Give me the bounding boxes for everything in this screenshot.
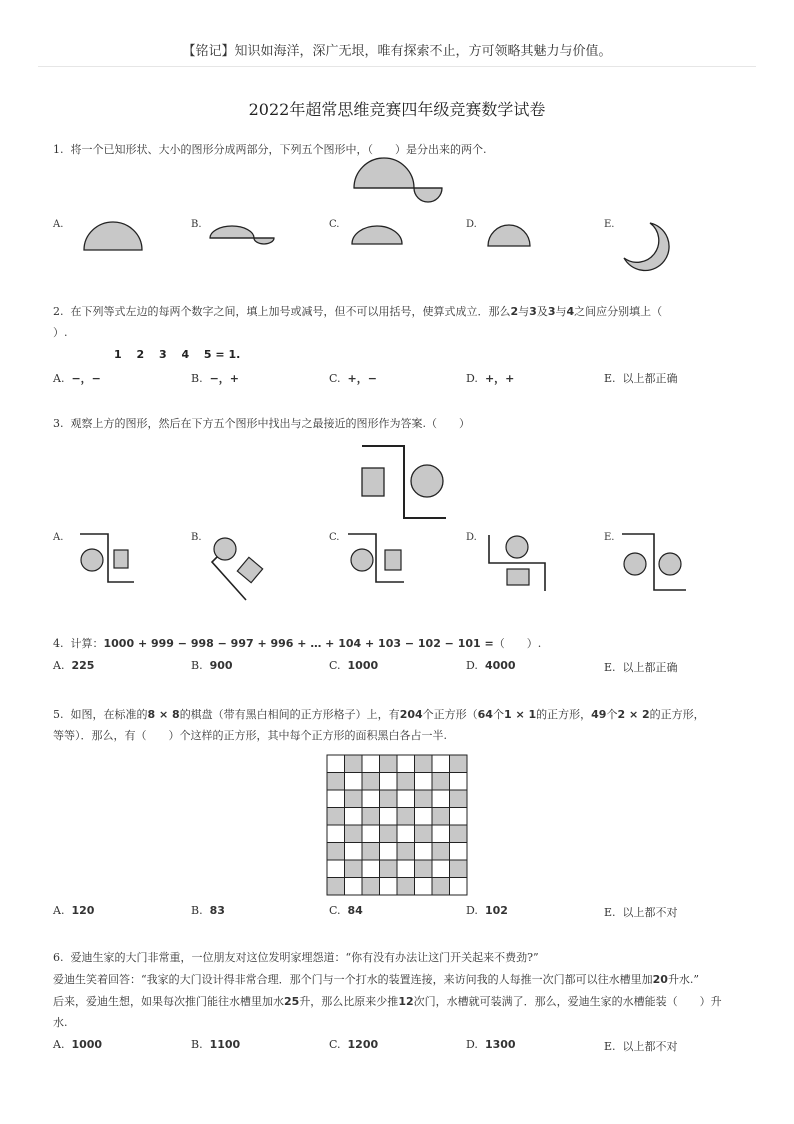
chessboard-cell	[432, 860, 450, 878]
q3-option-a-letter: A.	[53, 532, 64, 543]
q2-option-c[interactable]: C. +，−	[329, 372, 377, 385]
chessboard-cell	[450, 843, 468, 861]
q2-text-c: 及	[536, 305, 548, 318]
q3-option-d-letter: D.	[466, 532, 477, 543]
q1-option-c-figure[interactable]	[350, 224, 404, 246]
q4-option-b[interactable]: B. 900	[191, 659, 233, 672]
chessboard-cell	[362, 843, 380, 861]
chessboard-cell	[327, 790, 345, 808]
chessboard-cell	[327, 825, 345, 843]
q5-number: 5.	[53, 708, 64, 721]
q6-stem-line2: 爱迪生笑着回答：“我家的大门设计得非常合理．那个门与一个打水的装置连接，来访问我的人每推一次门都可以往水槽里加20升水.”	[53, 973, 700, 986]
header-divider	[38, 66, 756, 67]
chessboard-cell	[415, 843, 433, 861]
chessboard-cell	[450, 825, 468, 843]
chessboard-cell	[380, 755, 398, 773]
q3-stem	[53, 413, 470, 435]
q3-option-a-figure[interactable]	[78, 532, 138, 586]
q3-option-e-letter: E.	[604, 532, 615, 543]
q6-number: 6.	[53, 951, 64, 964]
chessboard-cell	[450, 878, 468, 896]
chessboard-cell	[397, 755, 415, 773]
chessboard-cell	[362, 808, 380, 826]
q2-text-e: 之间应分别填上（	[574, 305, 663, 318]
chessboard-cell	[380, 825, 398, 843]
q6-option-b[interactable]: B. 1100	[191, 1038, 241, 1051]
q6-option-a[interactable]: A. 1000	[53, 1038, 103, 1051]
chessboard-cell	[432, 843, 450, 861]
chessboard-cell	[415, 860, 433, 878]
q3-option-c-letter: C.	[329, 532, 340, 543]
chessboard-cell	[415, 773, 433, 791]
chessboard-cell	[362, 755, 380, 773]
q3-text: 观察上方的图形，然后在下方五个图形中找出与之最接近的图形作为答案.（ ）	[70, 417, 470, 430]
q1-option-a-letter: A.	[53, 219, 64, 230]
q5-option-a[interactable]: A. 120	[53, 904, 95, 917]
chessboard-cell	[380, 790, 398, 808]
q6-stem-line3: 后来，爱迪生想，如果每次推门能往水槽里加水25升，那么比原来少推12次门，水槽就可装满了．那么，爱迪生家的水槽能装（ ）升	[53, 995, 722, 1008]
q5-option-e[interactable]: E. 以上都不对	[604, 906, 678, 919]
chessboard-cell	[345, 755, 363, 773]
q3-option-e-figure[interactable]	[618, 532, 688, 594]
chessboard-cell	[432, 808, 450, 826]
q1-option-b-letter: B.	[191, 219, 202, 230]
q5-chessboard	[327, 755, 467, 895]
chessboard-cell	[432, 773, 450, 791]
q1-option-d-figure[interactable]	[486, 222, 532, 248]
q2-text-a: 在下列等式左边的每两个数字之间，填上加号或减号，但不可以用括号，使算式成立．那么	[70, 305, 511, 318]
q2-number: 2.	[53, 305, 64, 318]
chessboard-cell	[415, 790, 433, 808]
chessboard-cell	[345, 860, 363, 878]
chessboard-cell	[397, 773, 415, 791]
q4-option-a[interactable]: A. 225	[53, 659, 95, 672]
chessboard-cell	[327, 755, 345, 773]
q1-option-b-figure[interactable]	[208, 222, 278, 246]
q2-stem-line2: ）.	[53, 326, 68, 339]
q2-option-d[interactable]: D. +，+	[466, 372, 515, 385]
chessboard-cell	[327, 878, 345, 896]
q5-option-c[interactable]: C. 84	[329, 904, 363, 917]
chessboard-cell	[450, 790, 468, 808]
chessboard-cell	[362, 825, 380, 843]
chessboard-cell	[345, 790, 363, 808]
chessboard-cell	[415, 808, 433, 826]
q3-reference-figure	[358, 444, 448, 522]
chessboard-cell	[397, 808, 415, 826]
q6-option-d[interactable]: D. 1300	[466, 1038, 516, 1051]
q2-num-2: 2	[510, 305, 519, 318]
q5-option-b[interactable]: B. 83	[191, 904, 225, 917]
q6-stem-line4: 水.	[53, 1016, 68, 1029]
q1-number: 1.	[53, 143, 64, 156]
q4-prefix: 计算：	[70, 637, 104, 650]
chessboard-cell	[327, 773, 345, 791]
chessboard-cell	[450, 860, 468, 878]
q2-num-3b: 3	[547, 305, 556, 318]
q2-option-a[interactable]: A. −，−	[53, 372, 101, 385]
chessboard-cell	[380, 860, 398, 878]
chessboard-cell	[380, 808, 398, 826]
chessboard-cell	[415, 825, 433, 843]
q6-option-e[interactable]: E. 以上都不对	[604, 1040, 678, 1053]
q4-option-d[interactable]: D. 4000	[466, 659, 516, 672]
chessboard-cell	[327, 808, 345, 826]
q3-number: 3.	[53, 417, 64, 430]
q2-equation: 1 2 3 4 5 = 1.	[114, 348, 241, 361]
chessboard-cell	[397, 825, 415, 843]
chessboard-cell	[432, 755, 450, 773]
q2-stem	[53, 301, 743, 323]
chessboard-cell	[450, 755, 468, 773]
chessboard-cell	[397, 790, 415, 808]
chessboard-cell	[432, 878, 450, 896]
q1-option-d-letter: D.	[466, 219, 477, 230]
chessboard-cell	[415, 755, 433, 773]
q1-option-e-crescent[interactable]	[620, 220, 666, 272]
chessboard-cell	[327, 860, 345, 878]
q1-option-e-letter: E.	[604, 219, 615, 230]
q2-text-d: 与	[555, 305, 567, 318]
q4-option-e[interactable]: E. 以上都正确	[604, 661, 678, 674]
q6-stem-line1: 6. 爱迪生家的大门非常重，一位朋友对这位发明家埋怨道：“你有没有办法让这门开关起来不费劲?”	[53, 951, 539, 964]
q4-suffix: （ ）.	[493, 637, 542, 650]
chessboard-cell	[397, 878, 415, 896]
chessboard-cell	[327, 843, 345, 861]
q2-option-b[interactable]: B. −，+	[191, 372, 240, 385]
q2-text-b: 与	[518, 305, 530, 318]
chessboard-cell	[345, 825, 363, 843]
chessboard-cell	[362, 773, 380, 791]
chessboard-cell	[345, 773, 363, 791]
q1-option-a-figure[interactable]	[82, 220, 144, 252]
q6-option-c[interactable]: C. 1200	[329, 1038, 379, 1051]
chessboard-cell	[345, 808, 363, 826]
q2-num-3a: 3	[529, 305, 537, 318]
chessboard-cell	[397, 843, 415, 861]
chessboard-cell	[362, 878, 380, 896]
q5-stem: 5. 如图，在标准的8 × 8的棋盘（带有黑白相间的正方形格子）上，有204个正方形（64个1 × 1的正方形，49个2 × 2的正方形，	[53, 708, 705, 721]
q5-stem-line2: 等等）．那么，有（ ）个这样的正方形，其中每个正方形的面积黑白各占一半.	[53, 729, 447, 742]
chessboard-cell	[345, 843, 363, 861]
chessboard-cell	[362, 790, 380, 808]
q2-option-e[interactable]: E. 以上都正确	[604, 372, 678, 385]
q4-option-c[interactable]: C. 1000	[329, 659, 379, 672]
q1-option-c-letter: C.	[329, 219, 340, 230]
q1-stem	[53, 139, 487, 161]
q3-option-d-figure[interactable]	[487, 533, 551, 593]
chessboard-cell	[380, 878, 398, 896]
q4-stem	[53, 633, 541, 655]
q3-option-b-figure[interactable]	[204, 532, 278, 604]
q1-ref-lower-semicircle	[414, 188, 442, 202]
chessboard-cell	[362, 860, 380, 878]
chessboard-cell	[432, 790, 450, 808]
chessboard-cell	[450, 808, 468, 826]
chessboard-cell	[432, 825, 450, 843]
chessboard-cell	[380, 773, 398, 791]
q1-ref-upper-semicircle	[354, 158, 414, 188]
chessboard-cell	[415, 878, 433, 896]
q1-text: 将一个已知形状、大小的图形分成两部分，下列五个图形中，（ ）是分出来的两个.	[70, 143, 487, 156]
q3-option-b-letter: B.	[191, 532, 202, 543]
q1-reference-figure	[352, 162, 444, 210]
exam-title: 2022年超常思维竞赛四年级竞赛数学试卷	[248, 100, 546, 119]
q5-option-d[interactable]: D. 102	[466, 904, 508, 917]
chessboard-cell	[345, 878, 363, 896]
chessboard-cell	[380, 843, 398, 861]
chessboard-cell	[397, 860, 415, 878]
q4-expression: 1000 + 999 − 998 − 997 + 996 + … + 104 + 103 − 102 − 101 =	[103, 637, 494, 650]
q4-number: 4.	[53, 637, 64, 650]
page-motto: 【铭记】知识如海洋，深广无垠，唯有探索不止，方可领略其魅力与价值。	[182, 44, 612, 59]
chessboard-cell	[450, 773, 468, 791]
q3-option-c-figure[interactable]	[344, 532, 408, 586]
q2-num-4: 4	[566, 305, 575, 318]
